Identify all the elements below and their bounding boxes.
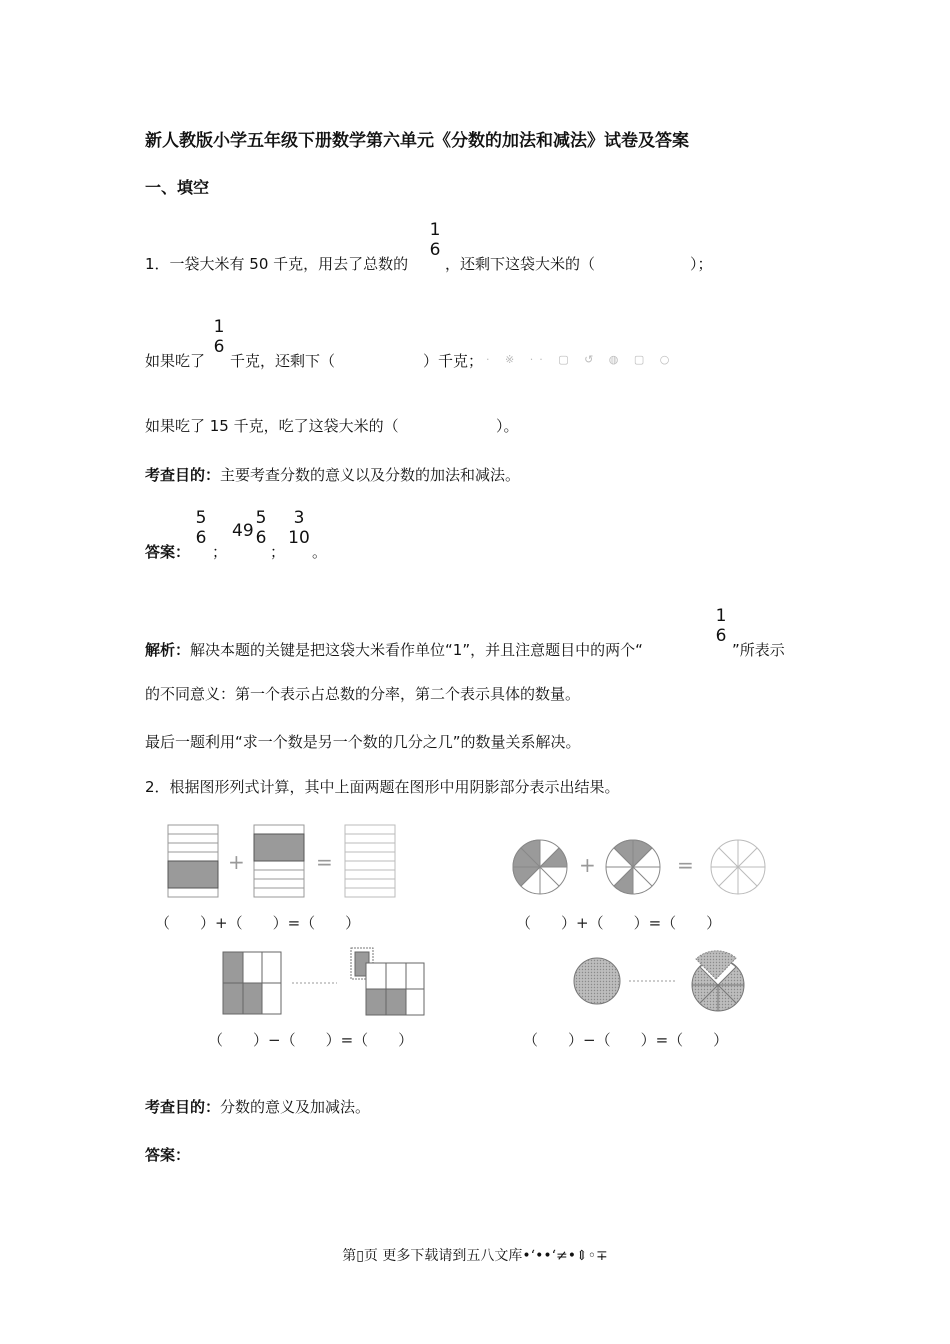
answer-fraction-1: 5 6 bbox=[195, 508, 207, 548]
equation-square-sub: （ ）−（ ）=（ ） bbox=[208, 1031, 414, 1049]
q1-line3-start: 如果吃了 15 千克，吃了这袋大米的（ bbox=[145, 417, 399, 435]
square-sub-figure bbox=[223, 948, 424, 1015]
page-footer: 第▯页 更多下载请到五八文库•ʻ••ʻ≠•⇕◦∓ bbox=[342, 1248, 608, 1264]
answer-end: 。 bbox=[312, 543, 328, 561]
rect-add-figure bbox=[168, 825, 395, 897]
analysis-line3: 最后一题利用“求一个数是另一个数的几分之几”的数量关系解决。 bbox=[145, 733, 581, 751]
analysis-line1-end: ”所表示 bbox=[732, 641, 785, 659]
plus-sign-2: + bbox=[579, 853, 596, 877]
fraction-figures bbox=[140, 815, 820, 1055]
plus-sign: + bbox=[228, 850, 245, 874]
fraction-one-sixth-2: 1 6 bbox=[213, 317, 225, 357]
answer-sep-1: ； bbox=[212, 543, 228, 561]
answer-whole-49: 49 bbox=[232, 521, 254, 541]
q1-line1-end: ）； bbox=[690, 255, 713, 273]
q1-purpose: 考查目的：主要考查分数的意义以及分数的加法和减法。 bbox=[145, 466, 521, 484]
equation-circle-sub: （ ）−（ ）=（ ） bbox=[523, 1031, 729, 1049]
equals-sign: = bbox=[316, 850, 333, 874]
q1-line1-start: 1．一袋大米有 50 千克，用去了总数的 bbox=[145, 255, 409, 273]
fraction-one-sixth: 1 6 bbox=[429, 220, 441, 260]
faint-artifact-text: · ※ ·· ▢ ↺ ◍ ▢ ○ bbox=[486, 353, 676, 366]
q1-answer-label: 答案： bbox=[145, 543, 191, 561]
q1-line2-start: 如果吃了 bbox=[145, 352, 206, 370]
answer-fraction-2: 5 6 bbox=[255, 508, 267, 548]
equals-sign-2: = bbox=[677, 853, 694, 877]
q2-answer-label: 答案： bbox=[145, 1146, 191, 1164]
q1-line2-mid: 千克，还剩下（ bbox=[230, 352, 336, 370]
q2-text: 2．根据图形列式计算，其中上面两题在图形中用阴影部分表示出结果。 bbox=[145, 778, 620, 796]
analysis-line1: 解析：解决本题的关键是把这袋大米看作单位“1”，并且注意题目中的两个“ bbox=[145, 641, 643, 659]
equation-circle-add: （ ）+（ ）=（ ） bbox=[516, 914, 722, 932]
q2-purpose: 考查目的：分数的意义及加减法。 bbox=[145, 1098, 371, 1116]
q1-line2-end: ）千克； bbox=[423, 352, 484, 370]
circle-sub-figure bbox=[574, 951, 744, 1011]
circle-add-figure bbox=[513, 840, 765, 894]
q1-line1-mid: ，还剩下这袋大米的（ bbox=[445, 255, 596, 273]
equation-rect-add: （ ）+（ ）=（ ） bbox=[155, 914, 361, 932]
page-title: 新人教版小学五年级下册数学第六单元《分数的加法和减法》试卷及答案 bbox=[145, 131, 689, 151]
answer-sep-2: ； bbox=[270, 543, 286, 561]
answer-fraction-3: 3 10 bbox=[288, 508, 310, 548]
section-heading: 一、填空 bbox=[145, 178, 210, 197]
analysis-line2: 的不同意义：第一个表示占总数的分率，第二个表示具体的数量。 bbox=[145, 685, 581, 703]
q1-line3-end: ）。 bbox=[496, 417, 519, 435]
analysis-fraction: 1 6 bbox=[715, 606, 727, 646]
